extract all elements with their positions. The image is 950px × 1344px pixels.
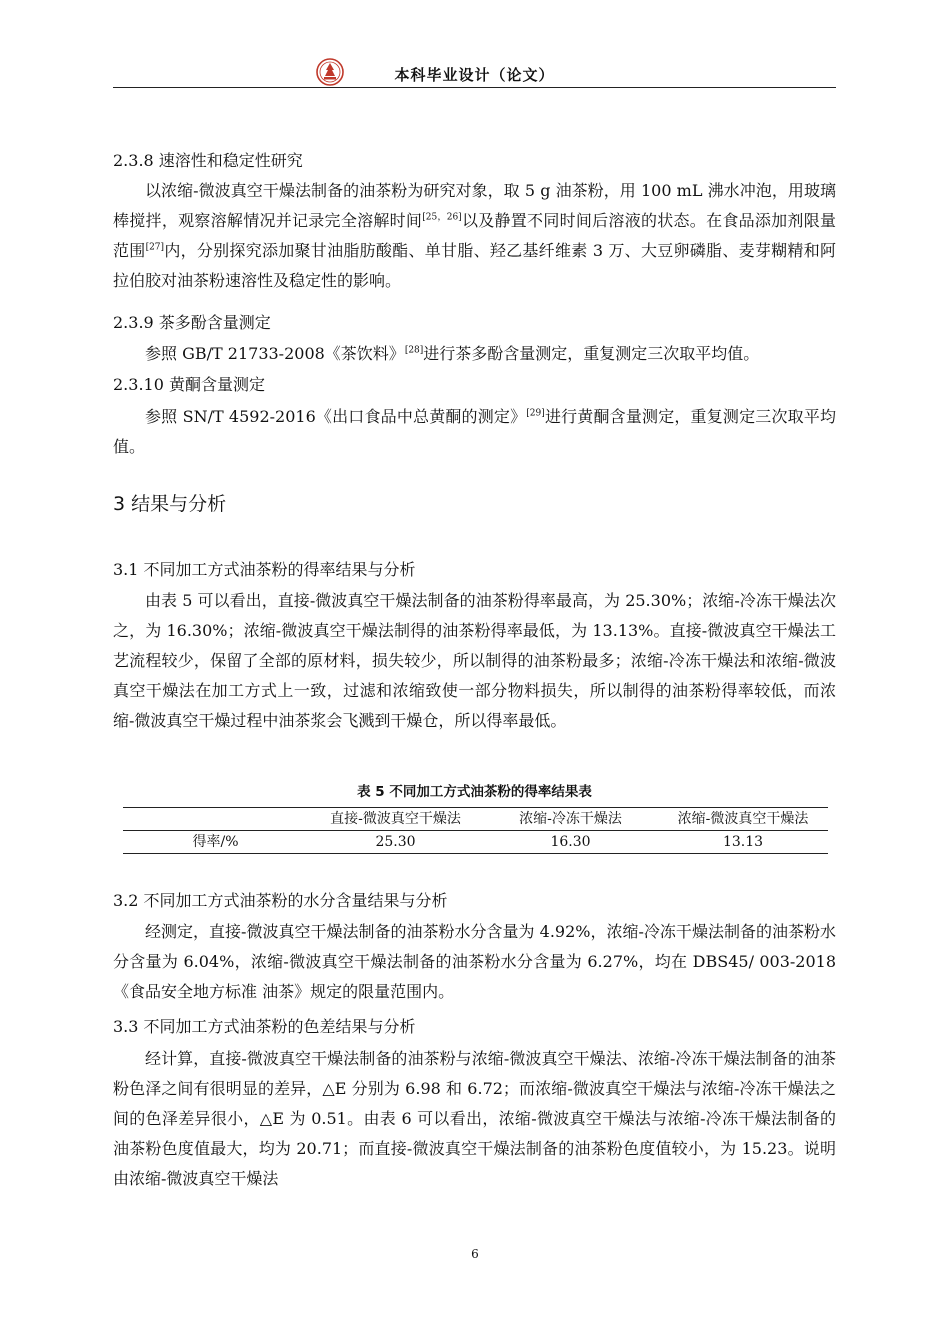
section-heading-3-1: 3.1 不同加工方式油茶粉的得率结果与分析 xyxy=(113,560,416,579)
paragraph-text: 参照 GB/T 21733-2008《茶饮料》 xyxy=(145,344,405,363)
section-heading-3-3: 3.3 不同加工方式油茶粉的色差结果与分析 xyxy=(113,1017,416,1036)
paragraph-text: 以浓缩-微波真空干燥法制备的油茶粉为研究对象，取 5 g 油茶粉，用 100 mL 沸水冲泡，用玻璃棒搅拌，观察溶解情况并记录完全溶解时间 xyxy=(113,181,836,230)
table-header-cell: 浓缩-冷冻干燥法 xyxy=(519,811,622,827)
paragraph-3-1: 由表 5 可以看出，直接-微波真空干燥法制备的油茶粉得率最高，为 25.30%；浓缩-冷冻干燥法次之，为 16.30%；浓缩-微波真空干燥法制得的油茶粉得率最低，为 13.13%。直接-微波真空干燥法工艺流程较少，保留了全部的原材料，损失较少，所以制得的油茶粉最多；浓缩-冷冻干燥法和浓缩-微波真空干燥法在加工方式上一致，过滤和浓缩致使一部分物料损失，所以制得的油茶粉得率较低，而浓缩-微波真空干燥过程中油茶浆会飞溅到干燥仓，所以得率最低。 xyxy=(113,591,836,730)
table-header-row xyxy=(123,808,828,831)
section-heading-3-2: 3.2 不同加工方式油茶粉的水分含量结果与分析 xyxy=(113,891,448,910)
table-cell: 25.30 xyxy=(375,834,416,850)
paragraph-3-2: 经测定，直接-微波真空干燥法制备的油茶粉水分含量为 4.92%，浓缩-冷冻干燥法制备的油茶粉水分含量为 6.04%，浓缩-微波真空干燥法制备的油茶粉水分含量为 6.27%，均在 DBS45/ 003-2018《食品安全地方标准 油茶》规定的限量范围内。 xyxy=(113,922,836,1001)
table-row xyxy=(123,831,828,854)
table-row-label: 得率/% xyxy=(192,834,239,850)
table-cell: 13.13 xyxy=(722,834,764,850)
paragraph-2-3-8 xyxy=(113,176,836,296)
paragraph-3-3: 经计算，直接-微波真空干燥法制备的油茶粉与浓缩-微波真空干燥法、浓缩-冷冻干燥法制备的油茶粉色泽之间有很明显的差异，△E 分别为 6.98 和 6.72；而浓缩-微波真空干燥法与浓缩-冷冻干燥法之间的色泽差异很小，△E 为 0.51。由表 6 可以看出，浓缩-微波真空干燥法与浓缩-冷冻干燥法制备的油茶粉色度值最大，均为 20.71；而直接-微波真空干燥法制备的油茶粉色度值较小，为 15.23。说明由浓缩-微波真空干燥法 xyxy=(113,1049,836,1188)
paragraph-text: 以及静置不同时间后溶液的状态。在食品添加剂限量范围 xyxy=(113,211,836,260)
paragraph-2-3-9 xyxy=(113,339,836,369)
citation: [29] xyxy=(526,408,545,419)
table-caption: 表 5 不同加工方式油茶粉的得率结果表 xyxy=(357,784,592,800)
citation: [28] xyxy=(404,345,424,356)
paragraph-text: 参照 SN/T 4592-2016《出口食品中总黄酮的测定》 xyxy=(145,407,527,426)
header-title: 本科毕业设计（论文） xyxy=(394,66,555,84)
citation: [25，26] xyxy=(422,212,462,223)
page-number: 6 xyxy=(471,1247,479,1261)
header-divider xyxy=(113,87,836,88)
table-header-cell: 浓缩-微波真空干燥法 xyxy=(677,811,809,827)
table-header-cell: 直接-微波真空干燥法 xyxy=(330,811,461,827)
paragraph-text: 内，分别探究添加聚甘油脂肪酸酯、单甘脂、羟乙基纤维素 3 万、大豆卵磷脂、麦芽糊精和阿拉伯胶对油茶粉速溶性及稳定性的影响。 xyxy=(113,241,836,290)
section-heading-2-3-9: 2.3.9 茶多酚含量测定 xyxy=(113,313,271,332)
section-heading-2-3-10: 2.3.10 黄酮含量测定 xyxy=(113,375,265,394)
table-header-cell xyxy=(123,808,308,831)
paragraph-text: 进行茶多酚含量测定，重复测定三次取平均值。 xyxy=(423,344,760,363)
paragraph-2-3-10 xyxy=(113,402,836,462)
paragraph-text: 进行黄酮含量测定，重复测定三次取平均值。 xyxy=(113,407,836,456)
citation: [27] xyxy=(145,242,165,253)
chapter-heading-3: 3 结果与分析 xyxy=(113,493,227,515)
page-header xyxy=(113,58,836,88)
table-cell: 16.30 xyxy=(550,834,591,850)
yield-table xyxy=(123,807,828,854)
section-heading-2-3-8: 2.3.8 速溶性和稳定性研究 xyxy=(113,151,303,170)
